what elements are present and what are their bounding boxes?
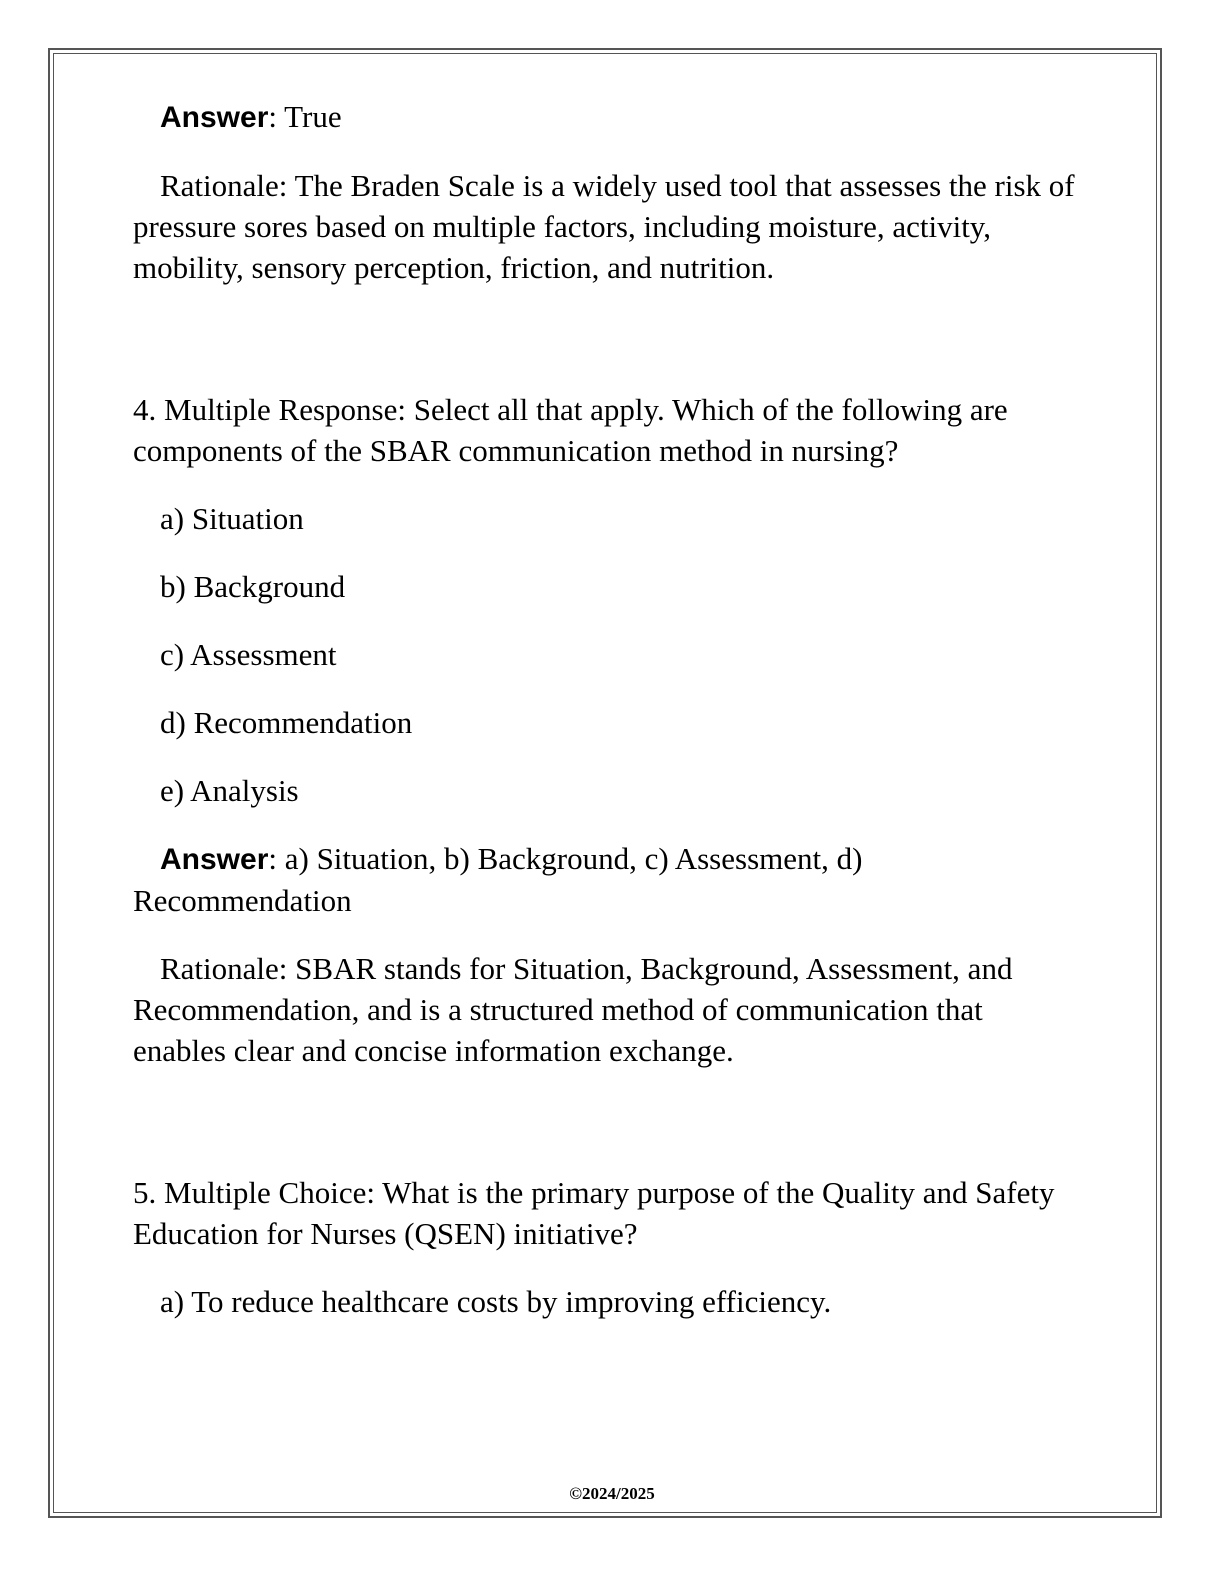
q3-answer [133, 96, 1083, 138]
q4-rationale: Rationale: SBAR stands for Situation, Background, Assessment, and Recommendation, and is a structured method of communication that enables clear and concise information exchange. [133, 951, 1013, 1068]
copyright-footer: ©2024/2025 [569, 1484, 655, 1503]
q5-option-a: a) To reduce healthcare costs by improving efficiency. [160, 1284, 832, 1319]
page-content [133, 96, 1083, 1322]
q4-option-e: e) Analysis [160, 773, 299, 808]
q4-option-a: a) Situation [160, 501, 304, 536]
q3-answer-value: : True [268, 99, 342, 134]
q5-question: 5. Multiple Choice: What is the primary purpose of the Quality and Safety Education for Nurses (QSEN) initiative? [133, 1175, 1055, 1251]
q3-rationale: Rationale: The Braden Scale is a widely used tool that assesses the risk of pressure sores based on multiple factors, including moisture, activity, mobility, sensory perception, friction, and nutrition. [133, 168, 1075, 285]
q4-answer-label: Answer [160, 843, 269, 876]
q3-answer-label: Answer [160, 101, 269, 134]
q4-option-c: c) Assessment [160, 637, 337, 672]
q4-answer-value: : a) Situation, b) Background, c) Assessment, d) Recommendation [133, 841, 863, 918]
q4-option-b: b) Background [160, 569, 346, 604]
q4-question: 4. Multiple Response: Select all that apply. Which of the following are components of the SBAR communication method in nursing? [133, 392, 1008, 468]
q4-option-d: d) Recommendation [160, 705, 413, 740]
q4-answer [133, 838, 1083, 921]
